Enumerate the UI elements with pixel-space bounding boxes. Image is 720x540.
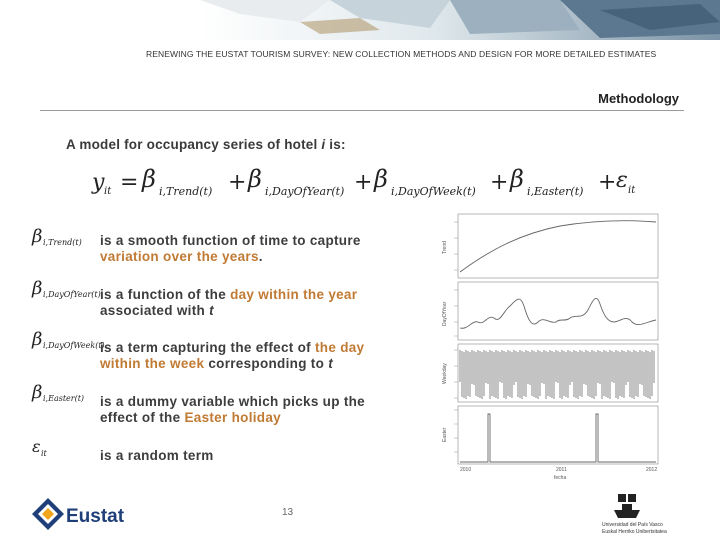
desc-dayofweek-a: is a term capturing the effect of (100, 340, 311, 355)
panel-dayofyear-frame (458, 282, 658, 340)
symbol-dayofyear (28, 274, 108, 302)
formula-beta-2: β (248, 165, 262, 193)
symbol-trend-sub: i,Trend(t) (43, 238, 82, 247)
symbol-dayofyear-sub: i,DayOfYear(t) (43, 290, 101, 299)
eustat-logo-text: Eustat (66, 506, 125, 527)
divider (40, 110, 684, 111)
model-formula (86, 163, 646, 203)
desc-dayofweek-hl-a: the day (315, 340, 365, 355)
x-tick-2011: 2011 (556, 467, 567, 473)
symbol-epsilon (28, 434, 108, 462)
desc-dayofyear (100, 287, 410, 319)
desc-dayofweek-b: corresponding to (208, 356, 325, 371)
x-tick-2012: 2012 (646, 467, 658, 473)
eustat-logo (30, 496, 160, 532)
weekday-bars (460, 350, 654, 399)
symbol-easter (28, 378, 108, 406)
x-tick-2010: 2010 (460, 467, 472, 473)
desc-epsilon-a: is a random term (100, 448, 214, 463)
formula-equals: = (120, 170, 139, 195)
formula-lhs-sub: it (104, 186, 112, 197)
symbol-trend-beta: β (32, 226, 43, 247)
section-title: Methodology (598, 91, 679, 106)
x-axis-label: fecha (554, 475, 567, 481)
symbol-dayofweek-sub: i,DayOfWeek(t) (43, 341, 105, 350)
symbol-dayofyear-beta: β (32, 278, 43, 299)
panel-label-weekday: Weekday (442, 363, 448, 384)
desc-epsilon (100, 448, 410, 464)
eustat-logo-mark (32, 498, 64, 530)
page-number: 13 (282, 507, 294, 518)
formula-lhs: y (92, 170, 105, 195)
desc-dayofyear-hl: day within the year (230, 287, 358, 302)
desc-trend-a: is a smooth function of time to capture (100, 233, 361, 248)
easter-spikes (460, 414, 656, 462)
desc-dayofweek-hl-b: within the week (100, 356, 205, 371)
desc-dayofyear-a: is a function of the (100, 287, 226, 302)
formula-eps: ε (616, 168, 628, 193)
formula-sub-4: i,Easter(t) (527, 185, 584, 198)
desc-trend (100, 233, 410, 265)
desc-dayofweek (100, 340, 410, 372)
formula-plus-4: + (598, 170, 617, 195)
decomposition-plot (420, 210, 670, 485)
symbol-trend (28, 222, 108, 250)
intro-var: i (321, 137, 326, 152)
symbol-easter-sub: i,Easter(t) (43, 394, 85, 403)
symbol-easter-beta: β (32, 382, 43, 403)
desc-trend-hl: variation over the years (100, 249, 259, 264)
desc-easter-a: is a dummy variable which picks up the (100, 394, 365, 409)
panel-label-trend: Trend (442, 241, 448, 254)
intro-after: is: (325, 137, 346, 152)
symbol-epsilon-sub: it (41, 449, 47, 458)
formula-sub-3: i,DayOfWeek(t) (391, 185, 476, 198)
desc-dayofyear-b: associated with (100, 303, 206, 318)
university-logo-mark (614, 494, 640, 518)
desc-easter (100, 394, 410, 426)
panel-label-easter: Easter (442, 427, 448, 442)
panel-trend-frame (458, 214, 658, 278)
desc-dayofweek-var: t (328, 356, 334, 371)
formula-plus-3: + (490, 170, 509, 195)
intro-before: A model for occupancy series of hotel (66, 137, 322, 152)
trend-curve (460, 221, 656, 272)
y-ticks (454, 222, 458, 452)
formula-plus-2: + (354, 170, 373, 195)
symbol-dayofweek-beta: β (32, 329, 43, 350)
panel-label-dayofyear: DayOfYear (442, 301, 448, 326)
university-logo (600, 490, 690, 536)
formula-sub-1: i,Trend(t) (159, 185, 213, 198)
presentation-title: RENEWING THE EUSTAT TOURISM SURVEY: NEW COLLECTION METHODS AND DESIGN FOR MORE DETAILED ESTIMATES (146, 49, 657, 59)
university-name-eu: Euskal Herriko Unibertsitatea (602, 529, 667, 535)
university-name-es: Universidad del País Vasco (602, 522, 663, 528)
formula-plus-1: + (228, 170, 247, 195)
formula-beta-4: β (510, 165, 524, 193)
dayofyear-curve (460, 298, 656, 328)
formula-beta-3: β (374, 165, 388, 193)
desc-trend-c: . (258, 249, 263, 264)
symbol-dayofweek (28, 325, 108, 353)
symbol-epsilon-char: ε (32, 437, 41, 456)
intro-text (66, 137, 346, 152)
formula-beta-1: β (142, 165, 156, 193)
header-banner-image (0, 0, 720, 40)
formula-eps-sub: it (628, 185, 636, 196)
desc-dayofyear-var: t (209, 303, 214, 318)
desc-easter-hl: Easter holiday (184, 410, 281, 425)
formula-sub-2: i,DayOfYear(t) (265, 185, 345, 198)
desc-easter-b: effect of the (100, 410, 181, 425)
